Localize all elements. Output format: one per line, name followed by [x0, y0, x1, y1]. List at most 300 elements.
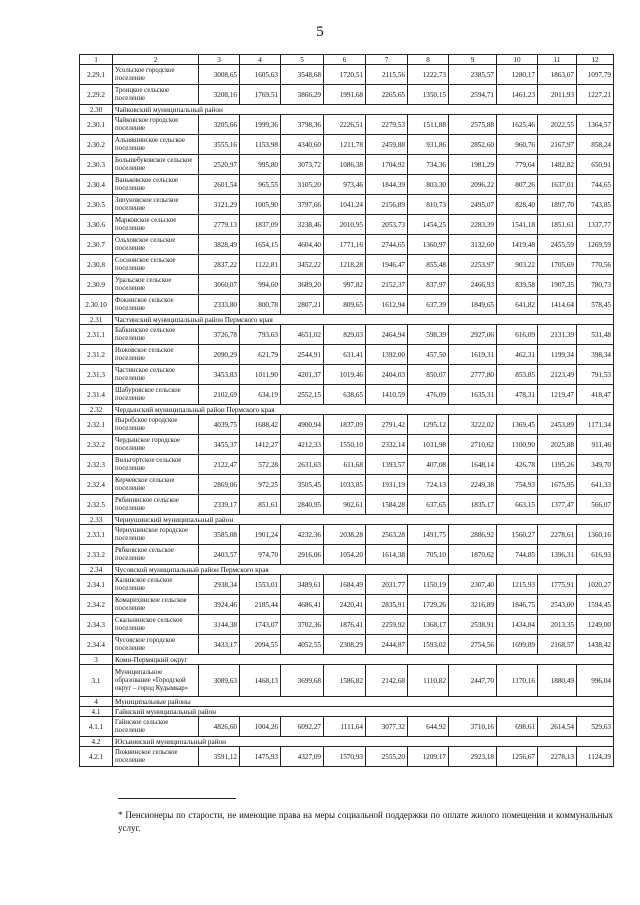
value-cell: 2053,73	[366, 215, 408, 235]
value-cell: 995,80	[240, 155, 281, 175]
value-cell: 2520,97	[199, 155, 240, 175]
value-cell: 1946,47	[366, 255, 408, 275]
value-cell: 2852,60	[449, 135, 497, 155]
value-cell: 4039,75	[199, 415, 240, 435]
value-cell: 1110,82	[408, 665, 449, 697]
value-cell: 1219,47	[538, 385, 577, 405]
value-cell: 1550,10	[324, 435, 366, 455]
value-cell: 1619,31	[449, 345, 497, 365]
value-cell: 997,82	[324, 275, 366, 295]
section-title: Юсьвинский муниципальный район	[113, 737, 614, 747]
settlement-name: Керчевское сельское поселение	[113, 475, 199, 495]
header-row	[80, 55, 614, 65]
row-code: 4	[80, 697, 113, 707]
value-cell: 1280,17	[497, 65, 538, 85]
value-cell: 598,39	[408, 325, 449, 345]
settlement-name: Троицкое сельское поселение	[113, 85, 199, 105]
table-row	[80, 275, 614, 295]
value-cell: 2142,68	[366, 665, 408, 697]
settlement-name: Альняшинское сельское поселение	[113, 135, 199, 155]
value-cell: 3105,20	[281, 175, 324, 195]
section-title: Муниципальные районы	[113, 697, 614, 707]
value-cell: 754,93	[497, 475, 538, 495]
value-cell: 1004,26	[240, 717, 281, 737]
value-cell: 810,73	[408, 195, 449, 215]
value-cell: 1844,39	[366, 175, 408, 195]
value-cell: 1876,41	[324, 615, 366, 635]
settlement-name: Чайковское городское поселение	[113, 115, 199, 135]
value-cell: 1124,39	[577, 747, 614, 767]
value-cell: 1837,09	[324, 415, 366, 435]
value-cell: 1654,15	[240, 235, 281, 255]
value-cell: 2779,13	[199, 215, 240, 235]
value-cell: 631,41	[324, 345, 366, 365]
row-code: 2.31.2	[80, 345, 113, 365]
value-cell: 974,70	[240, 545, 281, 565]
settlement-name: Ныробское городское поселение	[113, 415, 199, 435]
value-cell: 1171,34	[577, 415, 614, 435]
value-cell: 566,07	[577, 495, 614, 515]
value-cell: 3710,16	[449, 717, 497, 737]
value-cell: 2168,57	[538, 635, 577, 655]
value-cell: 3699,68	[281, 665, 324, 697]
section-title: Гайнский муниципальный район	[113, 707, 614, 717]
row-code: 2.34.3	[80, 615, 113, 635]
value-cell: 1377,47	[538, 495, 577, 515]
value-cell: 1999,36	[240, 115, 281, 135]
value-cell: 903,22	[497, 255, 538, 275]
value-cell: 855,48	[408, 255, 449, 275]
value-cell: 4327,09	[281, 747, 324, 767]
value-cell: 1199,34	[538, 345, 577, 365]
value-cell: 837,97	[408, 275, 449, 295]
value-cell: 807,26	[497, 175, 538, 195]
value-cell: 1901,24	[240, 525, 281, 545]
row-code: 2.31.3	[80, 365, 113, 385]
value-cell: 478,31	[497, 385, 538, 405]
value-cell: 1771,16	[324, 235, 366, 255]
table-row	[80, 385, 614, 405]
value-cell: 578,45	[577, 295, 614, 315]
value-cell: 3798,36	[281, 115, 324, 135]
row-code: 2.32	[80, 405, 113, 415]
value-cell: 853,85	[497, 365, 538, 385]
value-cell: 2308,29	[324, 635, 366, 655]
value-cell: 2601,54	[199, 175, 240, 195]
value-cell: 1648,14	[449, 455, 497, 475]
value-cell: 1419,48	[497, 235, 538, 255]
value-cell: 3077,32	[366, 717, 408, 737]
value-cell: 2459,88	[366, 135, 408, 155]
value-cell: 2744,65	[366, 235, 408, 255]
value-cell: 1870,62	[449, 545, 497, 565]
value-cell: 2777,80	[449, 365, 497, 385]
settlement-name: Рябковское сельское поселение	[113, 545, 199, 565]
value-cell: 1256,67	[497, 747, 538, 767]
value-cell: 6092,27	[281, 717, 324, 737]
value-cell: 634,19	[240, 385, 281, 405]
settlement-name: Скальнинское сельское поселение	[113, 615, 199, 635]
value-cell: 2575,88	[449, 115, 497, 135]
value-cell: 2031,77	[366, 575, 408, 595]
row-code: 2.32.4	[80, 475, 113, 495]
row-code: 4.1.1	[80, 717, 113, 737]
value-cell: 2835,91	[366, 595, 408, 615]
row-code: 2.29.1	[80, 65, 113, 85]
value-cell: 1019,46	[324, 365, 366, 385]
table-row	[80, 235, 614, 255]
row-code: 2.31	[80, 315, 113, 325]
value-cell: 829,03	[324, 325, 366, 345]
value-cell: 1218,28	[324, 255, 366, 275]
value-cell: 2927,06	[449, 325, 497, 345]
column-header: 1	[80, 55, 113, 65]
value-cell: 2102,69	[199, 385, 240, 405]
settlement-name: Пожвинское сельское поселение	[113, 747, 199, 767]
value-cell: 1461,23	[497, 85, 538, 105]
table-row	[80, 415, 614, 435]
value-cell: 2332,14	[366, 435, 408, 455]
value-cell: 1553,01	[240, 575, 281, 595]
value-cell: 1011,90	[240, 365, 281, 385]
section-row	[80, 315, 614, 325]
table-row	[80, 295, 614, 315]
settlement-name: Муниципальное образование «Городской округ – город Кудымкар»	[113, 665, 199, 697]
value-cell: 2152,37	[366, 275, 408, 295]
row-code: 2.30.3	[80, 155, 113, 175]
row-code: 2.33.1	[80, 525, 113, 545]
value-cell: 2453,89	[538, 415, 577, 435]
value-cell: 426,78	[497, 455, 538, 475]
section-row	[80, 655, 614, 665]
value-cell: 1851,61	[538, 215, 577, 235]
value-cell: 4340,60	[281, 135, 324, 155]
table-row	[80, 615, 614, 635]
value-cell: 2249,38	[449, 475, 497, 495]
section-row	[80, 405, 614, 415]
table-row	[80, 475, 614, 495]
value-cell: 2420,41	[324, 595, 366, 615]
value-cell: 2283,39	[449, 215, 497, 235]
value-cell: 4201,37	[281, 365, 324, 385]
value-cell: 1475,93	[240, 747, 281, 767]
value-cell: 3453,83	[199, 365, 240, 385]
value-cell: 1614,38	[366, 545, 408, 565]
value-cell: 2938,34	[199, 575, 240, 595]
value-cell: 972,25	[240, 475, 281, 495]
value-cell: 2538,91	[449, 615, 497, 635]
value-cell: 3585,08	[199, 525, 240, 545]
value-cell: 1586,82	[324, 665, 366, 697]
value-cell: 2090,29	[199, 345, 240, 365]
footnote: * Пенсионеры по старости, не имеющие права на меры социальной поддержки по оплате жилого помещения и коммунальных услуг.	[118, 810, 613, 833]
value-cell: 3828,49	[199, 235, 240, 255]
table-row	[80, 345, 614, 365]
table-row	[80, 325, 614, 345]
value-cell: 743,85	[577, 195, 614, 215]
value-cell: 705,10	[408, 545, 449, 565]
value-cell: 1222,73	[408, 65, 449, 85]
value-cell: 1054,20	[324, 545, 366, 565]
value-cell: 3089,63	[199, 665, 240, 697]
value-cell: 418,47	[577, 385, 614, 405]
section-row	[80, 737, 614, 747]
value-cell: 3726,78	[199, 325, 240, 345]
value-cell: 462,31	[497, 345, 538, 365]
table-row	[80, 747, 614, 767]
value-cell: 2278,61	[538, 525, 577, 545]
value-cell: 1897,70	[538, 195, 577, 215]
value-cell: 4826,60	[199, 717, 240, 737]
section-title: Чернушинский муниципальный район	[113, 515, 614, 525]
value-cell: 2123,49	[538, 365, 577, 385]
value-cell: 1020,27	[577, 575, 614, 595]
value-cell: 3222,02	[449, 415, 497, 435]
value-cell: 407,08	[408, 455, 449, 475]
value-cell: 1195,26	[538, 455, 577, 475]
value-cell: 1170,16	[497, 665, 538, 697]
value-cell: 1211,78	[324, 135, 366, 155]
value-cell: 4212,33	[281, 435, 324, 455]
row-code: 4.2	[80, 737, 113, 747]
value-cell: 1637,01	[538, 175, 577, 195]
value-cell: 1594,45	[577, 595, 614, 615]
value-cell: 1907,35	[538, 275, 577, 295]
value-cell: 2156,89	[366, 195, 408, 215]
value-cell: 2631,63	[281, 455, 324, 475]
row-code: 2.34.2	[80, 595, 113, 615]
value-cell: 2807,21	[281, 295, 324, 315]
value-cell: 3060,07	[199, 275, 240, 295]
value-cell: 2131,39	[538, 325, 577, 345]
value-cell: 698,61	[497, 717, 538, 737]
value-cell: 1209,17	[408, 747, 449, 767]
row-code: 2.34.4	[80, 635, 113, 655]
value-cell: 638,65	[324, 385, 366, 405]
section-title: Чердынский муниципальный район Пермского края	[113, 405, 614, 415]
settlement-name: Фокинское сельское поселение	[113, 295, 199, 315]
value-cell: 1031,98	[408, 435, 449, 455]
value-cell: 1560,27	[497, 525, 538, 545]
row-code: 2.33.2	[80, 545, 113, 565]
table-row	[80, 255, 614, 275]
settlement-name: Марковское сельское поселение	[113, 215, 199, 235]
value-cell: 663,15	[497, 495, 538, 515]
value-cell: 858,24	[577, 135, 614, 155]
value-cell: 2115,56	[366, 65, 408, 85]
column-header: 2	[113, 55, 199, 65]
value-cell: 529,63	[577, 717, 614, 737]
value-cell: 2869,06	[199, 475, 240, 495]
value-cell: 2013,35	[538, 615, 577, 635]
value-cell: 2837,22	[199, 255, 240, 275]
settlement-name: Комарихинское сельское поселение	[113, 595, 199, 615]
value-cell: 2167,97	[538, 135, 577, 155]
row-code: 2.30.5	[80, 195, 113, 215]
value-cell: 1005,90	[240, 195, 281, 215]
value-cell: 1414,64	[538, 295, 577, 315]
value-cell: 1846,75	[497, 595, 538, 615]
value-cell: 2038,28	[324, 525, 366, 545]
row-code: 2.29.2	[80, 85, 113, 105]
value-cell: 1704,92	[366, 155, 408, 175]
value-cell: 1511,88	[408, 115, 449, 135]
value-cell: 1570,93	[324, 747, 366, 767]
settlement-name: Усольское городское поселение	[113, 65, 199, 85]
column-header: 12	[577, 55, 614, 65]
value-cell: 1410,59	[366, 385, 408, 405]
column-header: 4	[240, 55, 281, 65]
table-row	[80, 215, 614, 235]
row-code: 2.30.1	[80, 115, 113, 135]
value-cell: 1227,21	[577, 85, 614, 105]
row-code: 2.32.2	[80, 435, 113, 455]
row-code: 2.31.4	[80, 385, 113, 405]
value-cell: 637,65	[408, 495, 449, 515]
value-cell: 1364,57	[577, 115, 614, 135]
value-cell: 965,55	[240, 175, 281, 195]
value-cell: 779,64	[497, 155, 538, 175]
value-cell: 641,33	[577, 475, 614, 495]
value-cell: 3866,29	[281, 85, 324, 105]
value-cell: 3216,89	[449, 595, 497, 615]
value-cell: 734,36	[408, 155, 449, 175]
value-cell: 1720,51	[324, 65, 366, 85]
value-cell: 1033,85	[324, 475, 366, 495]
table-row	[80, 195, 614, 215]
table-row	[80, 525, 614, 545]
value-cell: 780,73	[577, 275, 614, 295]
value-cell: 3132,60	[449, 235, 497, 255]
value-cell: 3205,66	[199, 115, 240, 135]
value-cell: 2495,07	[449, 195, 497, 215]
section-row	[80, 105, 614, 115]
table-row	[80, 495, 614, 515]
value-cell: 1412,27	[240, 435, 281, 455]
value-cell: 1625,46	[497, 115, 538, 135]
value-cell: 1215,93	[497, 575, 538, 595]
value-cell: 2552,15	[281, 385, 324, 405]
value-cell: 3144,38	[199, 615, 240, 635]
value-cell: 1849,65	[449, 295, 497, 315]
value-cell: 2543,00	[538, 595, 577, 615]
value-cell: 3121,29	[199, 195, 240, 215]
value-cell: 1699,89	[497, 635, 538, 655]
value-cell: 2464,94	[366, 325, 408, 345]
value-cell: 3008,65	[199, 65, 240, 85]
section-row	[80, 565, 614, 575]
value-cell: 3208,16	[199, 85, 240, 105]
value-cell: 793,63	[240, 325, 281, 345]
value-cell: 1612,94	[366, 295, 408, 315]
value-cell: 1392,00	[366, 345, 408, 365]
value-cell: 3702,36	[281, 615, 324, 635]
value-cell: 2122,47	[199, 455, 240, 475]
value-cell: 724,13	[408, 475, 449, 495]
column-header: 8	[408, 55, 449, 65]
section-row	[80, 707, 614, 717]
value-cell: 1438,42	[577, 635, 614, 655]
value-cell: 641,82	[497, 295, 538, 315]
value-cell: 1743,07	[240, 615, 281, 635]
value-cell: 791,53	[577, 365, 614, 385]
value-cell: 2010,95	[324, 215, 366, 235]
value-cell: 3797,66	[281, 195, 324, 215]
value-cell: 2403,57	[199, 545, 240, 565]
value-cell: 1454,25	[408, 215, 449, 235]
column-header: 9	[449, 55, 497, 65]
value-cell: 1122,81	[240, 255, 281, 275]
table-row	[80, 65, 614, 85]
settlement-name: Вильгортское сельское поселение	[113, 455, 199, 475]
settlement-name: Бабкинское сельское поселение	[113, 325, 199, 345]
section-title: Чайковский муниципальный район	[113, 105, 614, 115]
value-cell: 1837,09	[240, 215, 281, 235]
value-cell: 2253,97	[449, 255, 497, 275]
value-cell: 1086,38	[324, 155, 366, 175]
value-cell: 1393,57	[366, 455, 408, 475]
column-header: 7	[366, 55, 408, 65]
value-cell: 1635,31	[449, 385, 497, 405]
value-cell: 1729,26	[408, 595, 449, 615]
value-cell: 3924,46	[199, 595, 240, 615]
row-code: 2.32.5	[80, 495, 113, 515]
value-cell: 839,58	[497, 275, 538, 295]
table-row	[80, 665, 614, 697]
row-code: 2.33	[80, 515, 113, 525]
table-row	[80, 85, 614, 105]
value-cell: 2447,70	[449, 665, 497, 697]
table-row	[80, 115, 614, 135]
row-code: 3.1	[80, 665, 113, 697]
table-row	[80, 545, 614, 565]
value-cell: 3555,16	[199, 135, 240, 155]
table-row	[80, 365, 614, 385]
value-cell: 621,79	[240, 345, 281, 365]
value-cell: 457,50	[408, 345, 449, 365]
settlement-name: Чернушинское городское поселение	[113, 525, 199, 545]
value-cell: 1360,97	[408, 235, 449, 255]
value-cell: 1705,69	[538, 255, 577, 275]
value-cell: 1150,19	[408, 575, 449, 595]
value-cell: 1541,18	[497, 215, 538, 235]
value-cell: 1249,00	[577, 615, 614, 635]
settlement-name: Ольховское сельское поселение	[113, 235, 199, 255]
column-header: 10	[497, 55, 538, 65]
value-cell: 1675,95	[538, 475, 577, 495]
settlement-name: Чусовское городское поселение	[113, 635, 199, 655]
settlement-name: Ваньковское сельское поселение	[113, 175, 199, 195]
data-table	[79, 54, 614, 767]
column-header: 11	[538, 55, 577, 65]
value-cell: 3548,68	[281, 65, 324, 85]
value-cell: 973,46	[324, 175, 366, 195]
value-cell: 1369,45	[497, 415, 538, 435]
value-cell: 2404,03	[366, 365, 408, 385]
page-number: 5	[316, 24, 324, 40]
value-cell: 1111,64	[324, 717, 366, 737]
value-cell: 2339,17	[199, 495, 240, 515]
value-cell: 3505,45	[281, 475, 324, 495]
value-cell: 1991,68	[324, 85, 366, 105]
value-cell: 1931,19	[366, 475, 408, 495]
value-cell: 3455,37	[199, 435, 240, 455]
table-row	[80, 595, 614, 615]
value-cell: 2614,54	[538, 717, 577, 737]
value-cell: 637,39	[408, 295, 449, 315]
value-cell: 1041,24	[324, 195, 366, 215]
value-cell: 1863,07	[538, 65, 577, 85]
